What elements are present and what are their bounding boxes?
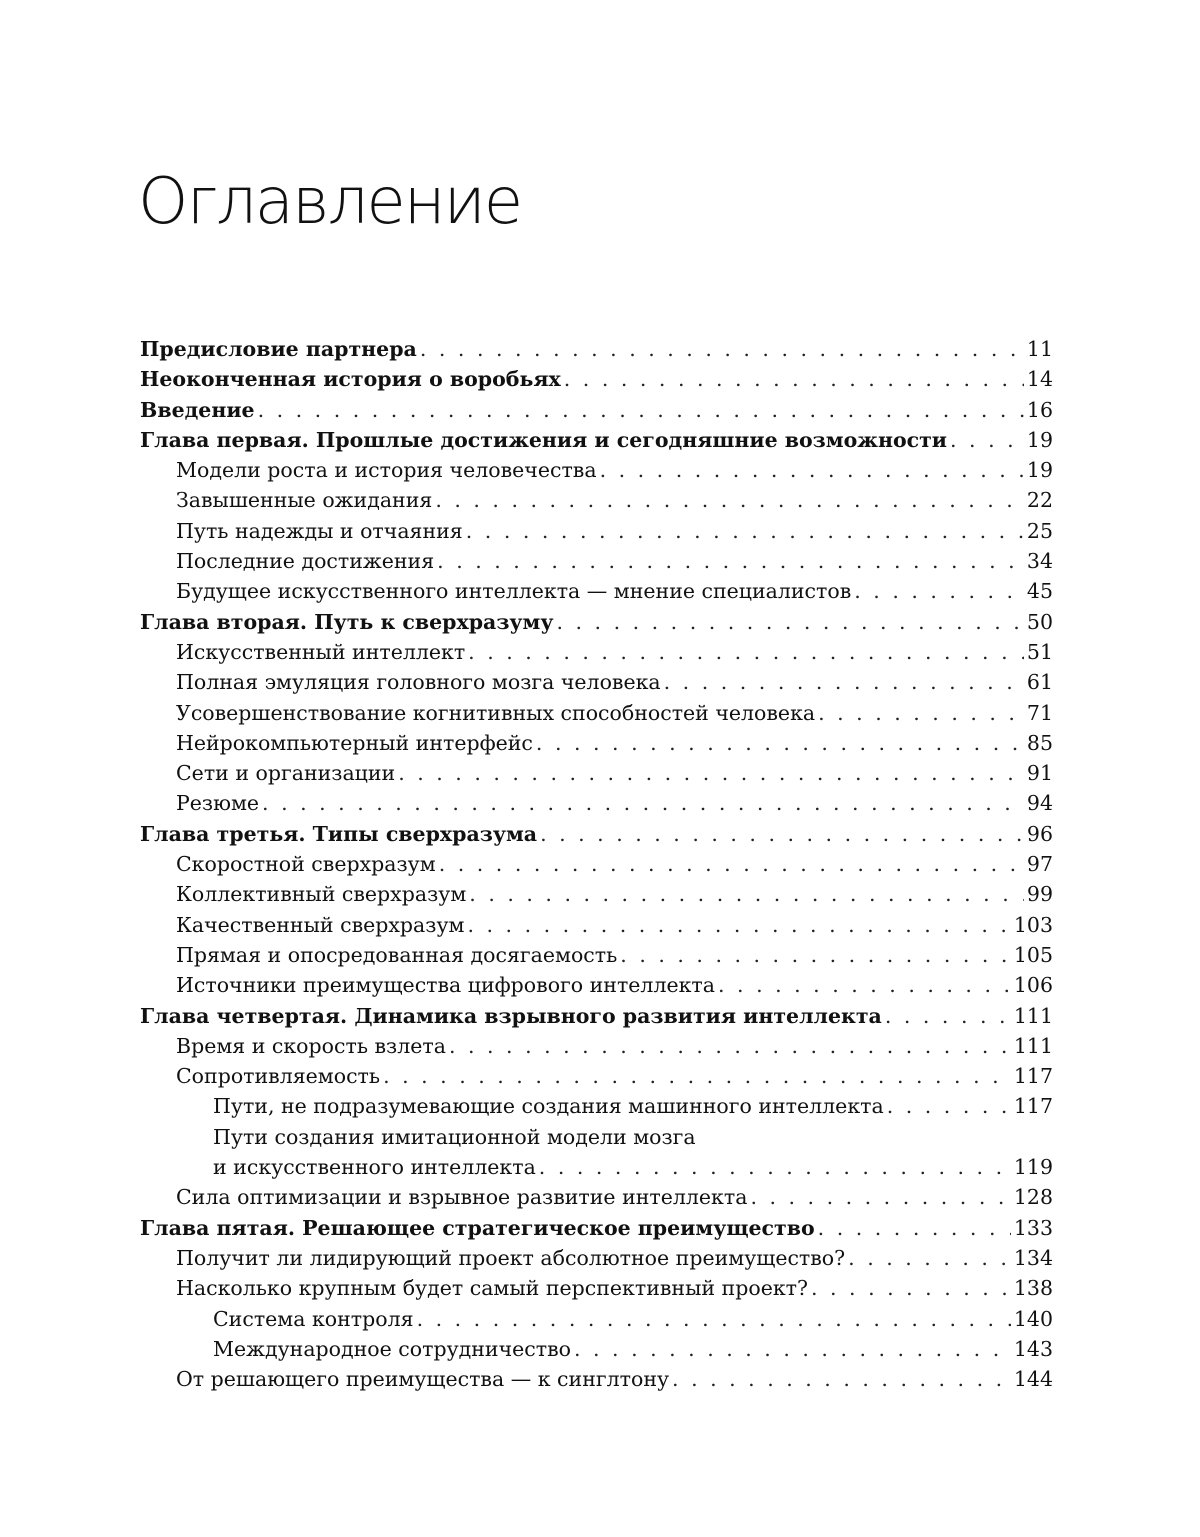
toc-section[interactable] (140, 849, 1053, 879)
toc-entry-page: 138 (1013, 1276, 1053, 1301)
toc-entry-title: Пути создания имитационной модели мозга (213, 1124, 696, 1149)
toc-section[interactable] (140, 1152, 1053, 1182)
toc-section[interactable] (140, 728, 1053, 758)
toc-entry-title: Глава третья. Типы сверхразума (140, 821, 538, 846)
toc-entry-title: Неоконченная история о воробьях (140, 367, 561, 392)
toc-section[interactable] (140, 1122, 1053, 1152)
toc-entry-page: 103 (1013, 912, 1053, 937)
dot-leader (435, 485, 1024, 515)
dot-leader (437, 546, 1024, 576)
toc-entry-title: Международное сотрудничество (213, 1336, 571, 1361)
toc-chapter[interactable] (140, 425, 1053, 455)
toc-entry-page: 117 (1013, 1064, 1053, 1089)
toc-section[interactable] (140, 1091, 1053, 1121)
toc-entry-page: 143 (1013, 1336, 1053, 1361)
toc-entry-page: 144 (1013, 1367, 1053, 1392)
dot-leader (469, 879, 1024, 909)
toc-section[interactable] (140, 698, 1053, 728)
dot-leader (950, 425, 1024, 455)
toc-section[interactable] (140, 1304, 1053, 1334)
dot-leader (420, 334, 1024, 364)
toc-section[interactable] (140, 1061, 1053, 1091)
toc-entry-page: 140 (1013, 1306, 1053, 1331)
toc-entry-page: 61 (1026, 670, 1053, 695)
toc-entry-title: Путь надежды и отчаяния (176, 518, 463, 543)
dot-leader (536, 728, 1024, 758)
toc-section[interactable] (140, 637, 1053, 667)
toc-entry-page: 134 (1013, 1245, 1053, 1270)
toc-entry-title: Глава четвертая. Динамика взрывного развития интеллекта (140, 1003, 882, 1028)
toc-section[interactable] (140, 970, 1053, 1000)
dot-leader (258, 395, 1024, 425)
dot-leader (750, 1182, 1010, 1212)
toc-entry-title: Последние достижения (176, 549, 435, 574)
toc-section[interactable] (140, 788, 1053, 818)
dot-leader (620, 940, 1011, 970)
toc-entry-title: Глава первая. Прошлые достижения и сегодняшние возможности (140, 427, 948, 452)
dot-leader (574, 1334, 1011, 1364)
toc-entry-title: Система контроля (213, 1306, 414, 1331)
toc-entry-page: 50 (1026, 609, 1053, 634)
toc-section[interactable] (140, 879, 1053, 909)
toc-entry-page: 105 (1013, 942, 1053, 967)
toc-entry-page: 16 (1026, 397, 1053, 422)
dot-leader (467, 910, 1010, 940)
dot-leader (885, 1001, 1011, 1031)
dot-leader (417, 1304, 1011, 1334)
toc-entry-page: 11 (1026, 337, 1053, 361)
toc-entry-page: 117 (1013, 1094, 1053, 1119)
dot-leader (718, 970, 1011, 1000)
toc-entry-title: Искусственный интеллект (176, 639, 466, 664)
toc-section[interactable] (140, 576, 1053, 606)
toc-entry-page: 19 (1026, 427, 1053, 452)
toc-entry-title: Время и скорость взлета (176, 1033, 446, 1058)
dot-leader (539, 1152, 1011, 1182)
toc-entry-page: 128 (1013, 1185, 1053, 1210)
dot-leader (811, 1273, 1011, 1303)
dot-leader (466, 516, 1024, 546)
dot-leader (383, 1061, 1011, 1091)
dot-leader (818, 1213, 1011, 1243)
toc-entry-title: Модели роста и история человечества (176, 458, 597, 483)
toc-entry-title: Будущее искусственного интеллекта — мнение специалистов (176, 579, 852, 604)
toc-entry-page: 111 (1013, 1033, 1053, 1058)
toc-entry-title: Усовершенствование когнитивных способностей человека (176, 700, 816, 725)
dot-leader (600, 455, 1024, 485)
toc-entry-page: 111 (1013, 1003, 1053, 1028)
page-title: Оглавление (138, 165, 522, 239)
toc-entry-title: и искусственного интеллекта (213, 1155, 536, 1180)
toc-entry-title: Коллективный сверхразум (176, 882, 467, 907)
toc-chapter[interactable] (140, 819, 1053, 849)
toc-entry-title: Полная эмуляция головного мозга человека (176, 670, 661, 695)
toc-entry-title: Введение (140, 397, 255, 422)
toc-chapter[interactable] (140, 607, 1053, 637)
dot-leader (854, 576, 1024, 606)
dot-leader (262, 788, 1024, 818)
table-of-contents (140, 334, 1053, 1394)
dot-leader (818, 698, 1024, 728)
toc-entry-title: Глава пятая. Решающее стратегическое преимущество (140, 1215, 815, 1240)
toc-section[interactable] (140, 758, 1053, 788)
dot-leader (672, 1364, 1011, 1394)
toc-chapter[interactable] (140, 1213, 1053, 1243)
toc-entry-title: Качественный сверхразум (176, 912, 465, 937)
toc-section[interactable] (140, 1243, 1053, 1273)
toc-section[interactable] (140, 1334, 1053, 1364)
toc-entry-page: 119 (1013, 1155, 1053, 1180)
toc-entry-page: 97 (1026, 852, 1053, 877)
toc-chapter[interactable] (140, 395, 1053, 425)
dot-leader (556, 607, 1023, 637)
toc-entry-page: 91 (1026, 761, 1053, 786)
toc-entry-page: 106 (1013, 973, 1053, 998)
toc-entry-page: 22 (1026, 488, 1053, 513)
toc-section[interactable] (140, 1273, 1053, 1303)
toc-chapter[interactable] (140, 334, 1053, 364)
toc-entry-title: Насколько крупным будет самый перспективный проект? (176, 1276, 808, 1301)
toc-section[interactable] (140, 546, 1053, 576)
toc-section[interactable] (140, 485, 1053, 515)
toc-entry-page: 14 (1026, 367, 1053, 392)
toc-entry-page: 19 (1026, 458, 1053, 483)
toc-entry-page: 71 (1026, 700, 1053, 725)
toc-section[interactable] (140, 1031, 1053, 1061)
toc-section[interactable] (140, 1182, 1053, 1212)
dot-leader (848, 1243, 1011, 1273)
toc-entry-title: Нейрокомпьютерный интерфейс (176, 730, 533, 755)
toc-entry-title: Источники преимущества цифрового интеллекта (176, 973, 715, 998)
toc-entry-title: Скоростной сверхразум (176, 852, 436, 877)
toc-entry-title: Завышенные ожидания (176, 488, 433, 513)
toc-entry-title: От решающего преимущества — к синглтону (176, 1367, 670, 1392)
dot-leader (449, 1031, 1011, 1061)
toc-entry-title: Получит ли лидирующий проект абсолютное преимущество? (176, 1245, 846, 1270)
toc-section[interactable] (140, 1364, 1053, 1394)
toc-section[interactable] (140, 667, 1053, 697)
toc-entry-page: 85 (1026, 730, 1053, 755)
toc-entry-page: 25 (1026, 518, 1053, 543)
toc-entry-page: 45 (1026, 579, 1053, 604)
toc-entry-title: Сила оптимизации и взрывное развитие интеллекта (176, 1185, 748, 1210)
dot-leader (564, 364, 1024, 394)
dot-leader (887, 1091, 1011, 1121)
toc-entry-title: Предисловие партнера (140, 337, 417, 361)
toc-entry-page: 96 (1026, 821, 1053, 846)
toc-entry-page: 133 (1013, 1215, 1053, 1240)
toc-entry-title: Прямая и опосредованная досягаемость (176, 942, 618, 967)
toc-entry-title: Сопротивляемость (176, 1064, 381, 1089)
toc-entry-page: 99 (1026, 882, 1053, 907)
toc-entry-title: Сети и организации (176, 761, 396, 786)
toc-section[interactable] (140, 516, 1053, 546)
toc-section[interactable] (140, 940, 1053, 970)
toc-entry-title: Глава вторая. Путь к сверхразуму (140, 609, 554, 634)
dot-leader (398, 758, 1024, 788)
toc-entry-page: 94 (1026, 791, 1053, 816)
toc-section[interactable] (140, 910, 1053, 940)
dot-leader (664, 667, 1024, 697)
toc-entry-title: Пути, не подразумевающие создания машинного интеллекта (213, 1094, 884, 1119)
dot-leader (540, 819, 1024, 849)
toc-chapter[interactable] (140, 364, 1053, 394)
toc-chapter[interactable] (140, 1001, 1053, 1031)
dot-leader (439, 849, 1024, 879)
dot-leader (468, 637, 1024, 667)
toc-entry-page: 51 (1026, 639, 1053, 664)
toc-entry-page: 34 (1026, 549, 1053, 574)
toc-entry-title: Резюме (176, 791, 260, 816)
toc-section[interactable] (140, 455, 1053, 485)
